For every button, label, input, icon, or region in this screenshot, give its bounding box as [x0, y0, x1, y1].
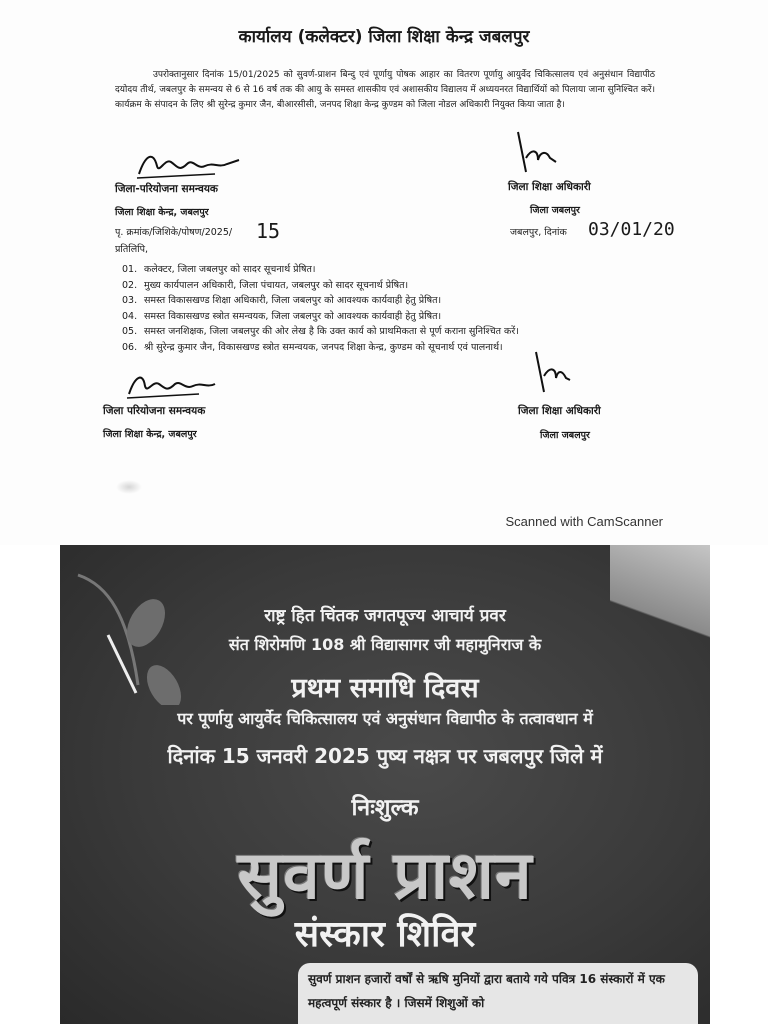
left-signatory-designation: जिला-परियोजना समन्वयक: [115, 183, 218, 195]
reference-number: पृ. क्रमांक/जिशिके/पोषण/2025/: [115, 227, 233, 238]
right-signatory-2-designation: जिला शिक्षा अधिकारी: [518, 405, 601, 417]
poster-subtitle: संस्कार शिविर: [294, 914, 476, 955]
letter-title: कार्यालय (कलेक्टर) जिला शिक्षा केन्द्र जबलपुर: [238, 27, 530, 47]
poster-line-1: राष्ट्र हित चिंतक जगतपूज्य आचार्य प्रवर: [264, 606, 506, 626]
letter-paragraph: उपरोक्तानुसार दिनांक 15/01/2025 को सुवर्ण-प्राशन बिन्दु एवं पूर्णायु पोषक आहार का वितरण पूर्णायु आयुर्वेद चिकित्सालय एवं अनुसंधान विद्यापीठ दयोदय तीर्थ, जबलपुर के समन्वय से 6 से 16 वर्ष तक की आयु के समस्त शासकीय एवं अशासकीय विद्यालय में अध्ययनरत विद्यार्थियों को पिलाया जाना सुनिश्चित करें। कार्यक्रम के संपादन के लिए श्री सुरेन्द्र कुमार जैन, बीआरसीसी, जनपद शिक्षा केन्द्र कुण्डम को जिला नोडल अधिकारी नियुक्त किया जाता है।: [115, 70, 656, 110]
right-signatory-office: जिला जबलपुर: [530, 205, 580, 216]
date-label: जबलपुर, दिनांक: [510, 227, 567, 238]
poster-line-5: दिनांक 15 जनवरी 2025 पुष्य नक्षत्र पर जबलपुर जिले में: [167, 744, 603, 768]
right-signatory-designation: जिला शिक्षा अधिकारी: [508, 181, 591, 193]
copy-to-label: प्रतिलिपि,: [115, 244, 149, 255]
poster-info-box: सुवर्ण प्राशन हजारों वर्षों से ऋषि मुनियों द्वारा बताये गये पवित्र 16 संस्कारों में एक महत्वपूर्ण संस्कार है । जिसमें शिशुओं को: [298, 963, 698, 1024]
list-item: 04. समस्त विकासखण्ड स्त्रोत समन्वयक, जिला जबलपुर को आवश्यक कार्यवाही हेतु प्रेषित।: [122, 310, 442, 322]
poster-heading-samadhi: प्रथम समाधि दिवस: [291, 673, 479, 704]
poster-main-title: सुवर्ण प्राशन: [237, 837, 533, 914]
list-item: 05. समस्त जनशिक्षक, जिला जबलपुर की ओर लेख है कि उक्त कार्य को प्राथमिकता से पूर्ण कराना सुनिश्चित करें।: [122, 326, 519, 337]
left-signatory-2-designation: जिला परियोजना समन्वयक: [103, 405, 206, 417]
left-signatory-office: जिला शिक्षा केन्द्र, जबलपुर: [115, 207, 209, 218]
left-signature-2: [125, 370, 225, 400]
scan-smudge: [116, 480, 142, 494]
list-item: 01. कलेक्टर, जिला जबलपुर को सादर सूचनार्थ प्रेषित।: [122, 264, 316, 275]
reference-handwritten: 15: [256, 219, 281, 243]
poster-free-label: निःशुल्क: [351, 795, 419, 821]
right-signature-1: [512, 128, 562, 176]
right-signatory-2-office: जिला जबलपुर: [540, 430, 590, 441]
scanner-watermark: Scanned with CamScanner: [505, 514, 663, 529]
right-signature-2: [530, 348, 574, 396]
poster-line-2: संत शिरोमणि 108 श्री विद्यासागर जी महामुनिराज के: [228, 635, 542, 654]
copy-list: [122, 262, 519, 355]
list-item: 06. श्री सुरेन्द्र कुमार जैन, विकासखण्ड स्त्रोत समन्वयक, जनपद शिक्षा केन्द्र, कुण्डम को सूचनार्थ एवं पालनार्थ।: [122, 341, 503, 353]
list-item: 02. मुख्य कार्यपालन अधिकारी, जिला पंचायत, जबलपुर को सादर सूचनार्थ प्रेषित।: [122, 279, 409, 291]
date-handwritten: 03/01/20: [588, 219, 675, 240]
left-signature-1: [135, 148, 245, 182]
poster-line-4: पर पूर्णायु आयुर्वेद चिकित्सालय एवं अनुसंधान विद्यापीठ के तत्वावधान में: [177, 709, 593, 728]
poster-photo: [60, 545, 710, 1024]
list-item: 03. समस्त विकासखण्ड शिक्षा अधिकारी, जिला जबलपुर को आवश्यक कार्यवाही हेतु प्रेषित।: [122, 295, 442, 306]
left-signatory-2-office: जिला शिक्षा केन्द्र, जबलपुर: [103, 429, 197, 440]
